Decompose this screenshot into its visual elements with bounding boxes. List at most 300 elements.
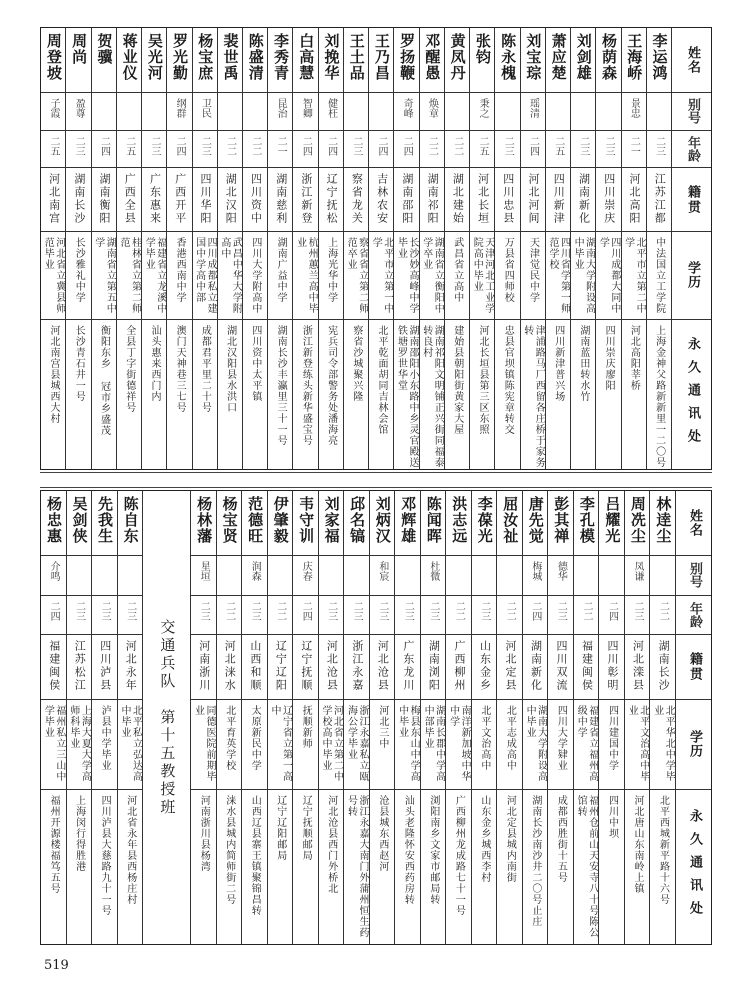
name-text: 洪志远 [450,496,469,544]
table-row [91,491,117,944]
alias-cell [319,556,344,596]
age-text: 二四 [401,135,413,156]
origin-text: 四川崇庆 [602,173,616,226]
age-text: 二三 [502,135,514,156]
table-row [117,491,143,944]
origin-text: 四川彰明 [606,640,620,693]
name-text: 邓醒愚 [423,33,442,81]
origin-text: 河北滦县 [631,640,645,693]
origin-cell [191,635,216,700]
header-origin-text: 籍贯 [684,184,700,215]
name-cell [495,28,519,93]
name-cell [167,28,191,93]
alias-cell [420,93,444,131]
alias-cell [622,93,646,131]
header-name-text: 姓名 [686,508,702,537]
name-text: 吴光河 [145,33,164,81]
header-alias-cell [676,556,711,596]
edu-cell [395,700,420,790]
table-row [292,28,317,469]
header-origin-cell [672,168,711,232]
edu-text: 北平市立第一中学 [370,237,393,315]
addr-text: 长沙青石井一号 [73,324,85,402]
name-text: 陈盛清 [246,33,265,81]
addr-cell [472,790,497,944]
addr-cell [370,790,395,944]
edu-cell [497,700,522,790]
edu-text: 北平志成高中 [504,705,516,772]
origin-cell [571,168,595,232]
origin-text: 四川资中 [249,173,263,226]
age-text: 二四 [376,135,388,156]
name-cell [446,491,471,556]
age-cell [472,596,497,636]
edu-text: 浙江永嘉私立瓯海公学毕业 [345,705,369,783]
origin-text: 福建闽侯 [580,640,594,693]
addr-text: 成都君平里二十号 [199,324,211,413]
origin-cell [293,168,317,232]
origin-cell [142,168,166,232]
age-text: 二四 [529,600,541,621]
origin-cell [647,168,671,232]
alias-cell [495,93,519,131]
addr-text: 四川泸县大慈路九十一号 [99,794,111,916]
addr-cell [293,790,318,944]
age-cell [420,131,444,169]
edu-cell [66,232,90,320]
origin-cell [92,635,117,700]
name-text: 刘宝琮 [524,33,543,81]
alias-cell [625,556,650,596]
addr-text: 四川资中太平镇 [249,324,261,402]
addr-cell [625,790,650,944]
alias-cell [41,556,66,596]
origin-cell [344,168,368,232]
edu-cell [319,232,343,320]
age-cell [217,596,242,636]
addr-cell [470,320,494,469]
name-cell [521,28,545,93]
edu-cell [370,700,395,790]
age-cell [470,131,494,169]
age-cell [369,131,393,169]
table-row [420,491,446,944]
edu-text: 长沙妙高峰中学毕业 [395,237,419,315]
header-age-cell [676,596,711,636]
origin-cell [319,168,343,232]
edu-text: 武昌省立高中 [451,237,463,304]
addr-text: 福州仓前山天安寺八十号陈公馆转 [575,794,598,938]
alias-cell [66,93,90,131]
table-row [445,491,471,944]
alias-cell [596,93,620,131]
name-cell [523,491,548,556]
alias-cell [599,556,624,596]
table-row [547,491,573,944]
addr-cell [395,790,420,944]
addr-text: 建始县朝阳街黄家大屋 [451,324,463,435]
name-text: 唐先觉 [526,496,545,544]
origin-cell [41,635,66,700]
edu-text: 中法国立工学院 [653,237,665,315]
name-cell [369,28,393,93]
edu-text: 四川省学第一师范学校 [546,237,570,315]
age-text: 二三 [577,135,589,156]
age-cell [142,131,166,169]
name-text: 杨忠惠 [45,496,64,544]
name-text: 吴剑侠 [70,496,89,544]
age-cell [218,131,242,169]
table-row [66,491,92,944]
name-cell [625,491,650,556]
edu-text: 杭州蕙兰高中毕业 [294,237,318,315]
table-row [496,491,522,944]
addr-text: 全县丁字街德祥号 [123,324,135,413]
age-text: 二二 [504,600,516,621]
name-text: 刘挽华 [322,33,341,81]
origin-text: 湖南长沙 [72,173,86,226]
edu-text: 北平文治高中毕业 [626,705,649,783]
name-text: 刘家福 [322,496,341,544]
addr-cell [574,790,599,944]
addr-text: 湖南祁阳文明铺正兴街同福泰转良村 [420,324,444,468]
origin-text: 辽宁抚顺 [299,640,313,693]
alias-text: 星垣 [198,560,210,581]
age-text: 二三 [351,600,363,621]
table-row [217,28,242,469]
age-text: 二三 [199,135,211,156]
age-text: 二三 [73,135,85,156]
addr-cell [344,320,368,469]
alias-text: 纲群 [174,97,186,118]
header-name-cell [672,28,711,93]
origin-cell [242,635,267,700]
edu-text: 桂林省立第二师范 [117,237,141,315]
edu-cell [243,232,267,320]
age-cell [574,596,599,636]
addr-text: 山西辽县寨王镇聚锦昌转 [249,794,261,916]
edu-cell [445,232,469,320]
alias-text: 焕章 [426,97,438,118]
edu-cell [268,700,293,790]
age-cell [243,131,267,169]
age-text: 二三 [249,600,261,621]
edu-cell [293,232,317,320]
table-row [444,28,469,469]
addr-text: 津浦路马厂西留各庄桥于家务转 [521,324,545,468]
addr-text: 北平西城新平路十六号 [657,794,669,905]
origin-text: 湖北建始 [451,173,465,226]
edu-text: 福建省立福州高级中学 [575,705,598,783]
age-cell [421,596,446,636]
addr-text: 北平乾面胡同吉林会馆 [376,324,388,435]
edu-text: 四川成都大同中学 [597,237,620,315]
addr-cell [650,790,675,944]
origin-text: 江苏松江 [73,640,87,693]
addr-text: 河北高阳莘桥 [628,324,640,391]
edu-text: 察省省立第二师范卒业 [345,237,368,315]
header-edu-text: 学历 [684,261,700,290]
age-text: 二二 [223,600,235,621]
origin-text: 湖南祁阳 [426,173,440,226]
edu-text: 太原新民中学 [249,705,261,772]
origin-cell [193,168,217,232]
addr-cell [622,320,646,469]
age-text: 二四 [606,600,618,621]
name-text: 陈永槐 [499,33,518,81]
origin-cell [497,635,522,700]
name-text: 先我生 [96,496,115,544]
addr-text: 沧县城东西赵河 [376,794,388,872]
age-text: 二三 [653,135,665,156]
roster-table-top [40,27,712,470]
age-cell [41,131,65,169]
age-cell [625,596,650,636]
edu-cell [596,232,620,320]
alias-cell [243,93,267,131]
age-cell [546,131,570,169]
name-cell [243,28,267,93]
edu-text: 同德医院前期毕业 [192,705,215,783]
origin-text: 察省龙关 [350,173,364,226]
addr-cell [268,320,292,469]
table-row [267,28,292,469]
edu-text: 湖南省立衡阳中学卒业 [420,237,444,315]
origin-cell [217,635,242,700]
age-cell [268,596,293,636]
table-row [624,491,650,944]
addr-cell [117,320,141,469]
age-cell [344,131,368,169]
age-cell [293,131,317,169]
addr-text: 上海金神父路新新里一二〇号 [653,324,665,468]
addr-text: 河南浙川县杨湾 [198,794,210,872]
edu-text: 河北省立第二中学校高中毕业 [320,705,343,783]
age-text: 二三 [402,600,414,621]
age-cell [293,596,318,636]
table-row [649,491,675,944]
origin-cell [625,635,650,700]
name-cell [650,491,675,556]
edu-text: 福建省立龙溪中学毕业 [143,237,166,315]
age-cell [647,131,671,169]
edu-cell [574,700,599,790]
name-cell [268,491,293,556]
edu-cell [472,700,497,790]
name-text: 吕耀光 [603,496,622,544]
alias-text: 润森 [249,560,261,581]
table-row [41,28,65,469]
addr-text: 河北定县城内南街 [504,794,516,883]
name-text: 林逹尘 [654,496,673,544]
alias-text: 子霞 [48,97,59,118]
origin-cell [523,635,548,700]
edu-cell [319,700,344,790]
edu-text: 泸县中学毕业 [99,705,111,772]
edu-text: 福州私立三山中学毕业 [42,705,65,783]
alias-cell [650,556,675,596]
origin-text: 湖南邵阳 [400,173,414,226]
alias-cell [319,93,343,131]
age-cell [344,596,369,636]
name-text: 白高慧 [297,33,316,81]
name-cell [118,491,143,556]
name-cell [647,28,671,93]
age-cell [495,131,519,169]
name-cell [445,28,469,93]
name-text: 蒋业仪 [120,33,139,81]
origin-text: 福建闽侯 [47,640,61,693]
alias-cell [167,93,191,131]
addr-text: 四川崇庆廖阳 [603,324,615,391]
edu-text: 湖南大学附设高中毕业 [572,237,595,315]
age-text: 二一 [275,135,287,156]
table-row [41,491,66,944]
header-addr-cell [672,320,711,469]
name-cell [420,28,444,93]
age-cell [268,131,292,169]
name-text: 邱名镐 [348,496,367,544]
age-text: 二二 [274,600,286,621]
age-cell [523,596,548,636]
alias-cell [344,556,369,596]
alias-cell [394,93,418,131]
origin-text: 广东惠来 [148,173,162,226]
header-alias-cell [672,93,711,131]
addr-cell [369,320,393,469]
name-text: 韦守训 [297,496,316,544]
origin-cell [67,635,92,700]
table-row [621,28,646,469]
age-cell [167,131,191,169]
addr-text: 湖南长沙南沙井二〇号止庄 [529,794,541,927]
header-column [675,491,711,944]
addr-cell [319,320,343,469]
alias-cell [217,556,242,596]
edu-cell [118,700,143,790]
origin-text: 河北河间 [527,173,541,226]
header-name-cell [676,491,711,556]
addr-cell [243,320,267,469]
name-cell [622,28,646,93]
addr-text: 浙江新登练头新华盛宝号 [300,324,312,446]
name-text: 杨林藩 [195,496,214,544]
edu-cell [344,700,369,790]
origin-cell [472,635,497,700]
alias-cell [344,93,368,131]
header-origin-cell [676,635,711,700]
origin-text: 广西柳州 [452,640,466,693]
addr-cell [41,790,66,944]
table-row [394,491,420,944]
age-cell [319,131,343,169]
section-title: 交通兵队 第十五教授班 [158,618,177,817]
table-row [190,491,216,944]
edu-text: 北平文治高中 [478,705,490,772]
alias-cell [92,556,117,596]
header-edu-cell [676,700,711,790]
origin-cell [66,168,90,232]
name-cell [472,491,497,556]
origin-text: 河北永年 [124,640,138,693]
edu-cell [523,700,548,790]
alias-text: 智卿 [300,97,312,118]
name-text: 李运鸿 [650,33,669,81]
name-text: 李葆光 [475,496,494,544]
edu-cell [546,232,570,320]
name-text: 李秀青 [271,33,290,81]
edu-cell [571,232,595,320]
edu-cell [599,700,624,790]
name-cell [421,491,446,556]
addr-text: 忠县官坝镇陈宪章转交 [502,324,514,435]
alias-text: 昆治 [275,97,287,118]
origin-cell [445,168,469,232]
addr-text: 成都西胜街十五号 [555,794,567,883]
edu-text: 湖南长郡中学高中部毕业 [422,705,445,783]
age-text: 二五 [48,135,59,156]
header-name-text: 姓名 [684,45,700,74]
origin-text: 四川华阳 [198,173,212,226]
alias-cell [497,556,522,596]
alias-cell [571,93,595,131]
origin-text: 山西和顺 [248,640,262,693]
addr-cell [596,320,620,469]
age-text: 二三 [325,600,337,621]
alias-text: 瑶清 [527,97,539,118]
name-text: 周登坡 [44,33,63,81]
origin-text: 河北南宫 [47,173,61,226]
edu-text: 北平育英学校 [223,705,235,772]
name-text: 贺骥 [95,33,114,65]
table-row [318,491,344,944]
table-row [520,28,545,469]
alias-text: 德华 [555,560,567,581]
alias-text: 凤谦 [631,560,643,581]
age-text: 二五 [476,135,488,156]
edu-text: 湖南省立第五中学 [92,237,116,315]
origin-text: 湖南衡阳 [98,173,112,226]
addr-cell [167,320,191,469]
edu-cell [142,232,166,320]
origin-cell [167,168,191,232]
age-cell [193,131,217,169]
addr-cell [66,320,90,469]
addr-cell [599,790,624,944]
alias-cell [191,556,216,596]
origin-cell [92,168,116,232]
age-text: 二三 [350,135,362,156]
addr-cell [497,790,522,944]
addr-text: 四川新津普兴场 [552,324,564,402]
addr-cell [394,320,418,469]
table-row [419,28,444,469]
alias-text: 庆春 [300,560,312,581]
age-text: 二三 [555,600,567,621]
addr-cell [142,320,166,469]
name-cell [574,491,599,556]
addr-text: 河北省永年县西杨庄村 [124,794,136,905]
alias-cell [242,556,267,596]
edu-text: 四川成都私立建国中学高中部 [193,237,217,315]
name-cell [395,491,420,556]
table-row [141,28,166,469]
name-cell [191,491,216,556]
name-text: 陈自东 [121,496,140,544]
alias-cell [293,556,318,596]
edu-cell [470,232,494,320]
age-text: 二四 [300,600,312,621]
